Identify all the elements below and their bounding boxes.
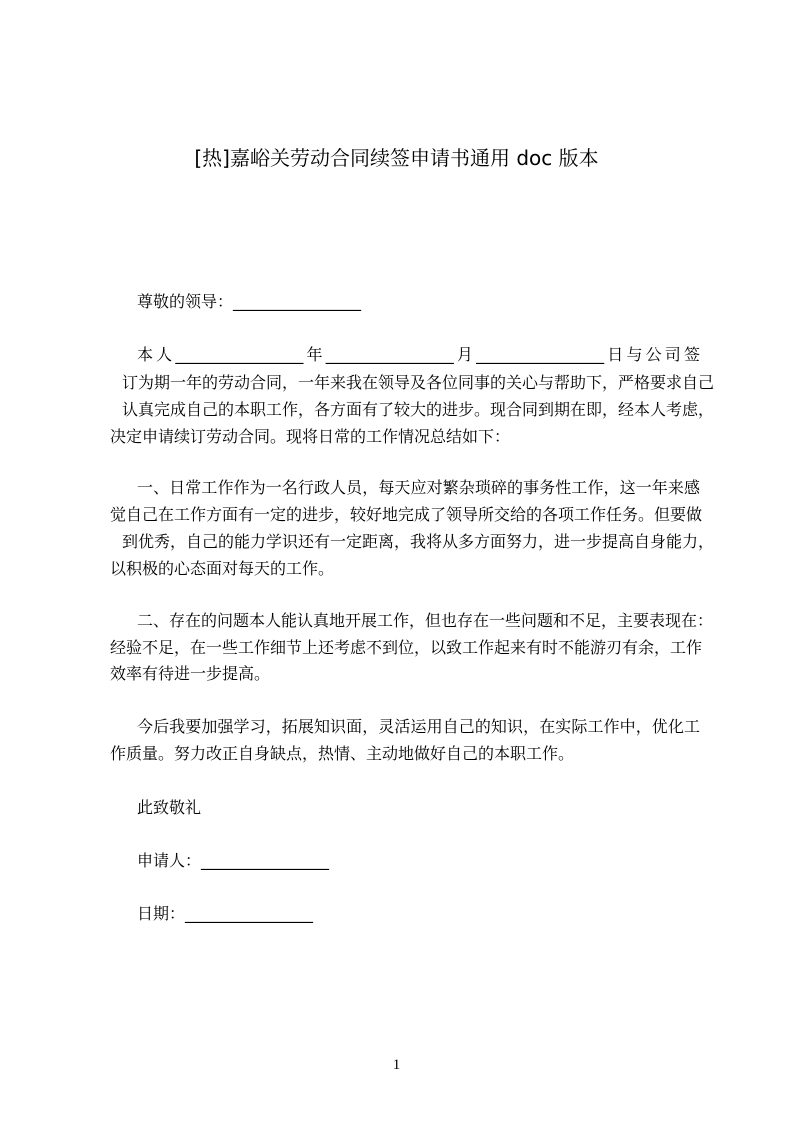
paragraph-line: 效率有待进一步提高。 bbox=[110, 664, 271, 683]
salutation: 尊敬的领导：________________ bbox=[137, 292, 362, 311]
paragraph-line: 订为期一年的劳动合同，一年来我在领导及各位同事的关心与帮助下，严格要求自己 bbox=[122, 373, 715, 392]
paragraph-line: 决定申请续订劳动合同。现将日常的工作情况总结如下： bbox=[110, 427, 511, 446]
paragraph-line: 经验不足，在一些工作细节上还考虑不到位，以致工作起来有时不能游刃有余，工作 bbox=[110, 638, 703, 657]
closing: 此致敬礼 bbox=[137, 798, 202, 817]
paragraph-line: 认真完成自己的本职工作，各方面有了较大的进步。现合同到期在即，经本人考虑， bbox=[122, 400, 715, 419]
paragraph-line: 今后我要加强学习，拓展知识面，灵活运用自己的知识，在实际工作中，优化工 bbox=[137, 717, 700, 736]
paragraph-line: 二、存在的问题本人能认真地开展工作，但也存在一些问题和不足，主要表现在： bbox=[137, 611, 714, 630]
paragraph-line: 一、日常工作作为一名行政人员，每天应对繁杂琐碎的事务性工作，这一年来感 bbox=[137, 478, 700, 497]
date-line: 日期：________________ bbox=[137, 904, 314, 923]
paragraph-line: 到优秀，自己的能力学识还有一定距离，我将从多方面努力，进一步提高自身能力， bbox=[122, 532, 715, 551]
applicant-line: 申请人：________________ bbox=[137, 851, 330, 870]
paragraph-line: 以积极的心态面对每天的工作。 bbox=[110, 559, 335, 578]
page-number: 1 bbox=[392, 1057, 401, 1073]
paragraph-line: 作质量。努力改正自身缺点，热情、主动地做好自己的本职工作。 bbox=[110, 744, 575, 763]
document-title: [热]嘉峪关劳动合同续签申请书通用 doc 版本 bbox=[194, 146, 599, 170]
paragraph-line: 觉自己在工作方面有一定的进步，较好地完成了领导所交给的各项工作任务。但要做 bbox=[110, 505, 703, 524]
paragraph-line: 本人________________年________________月________________日与公司签 bbox=[137, 345, 700, 364]
